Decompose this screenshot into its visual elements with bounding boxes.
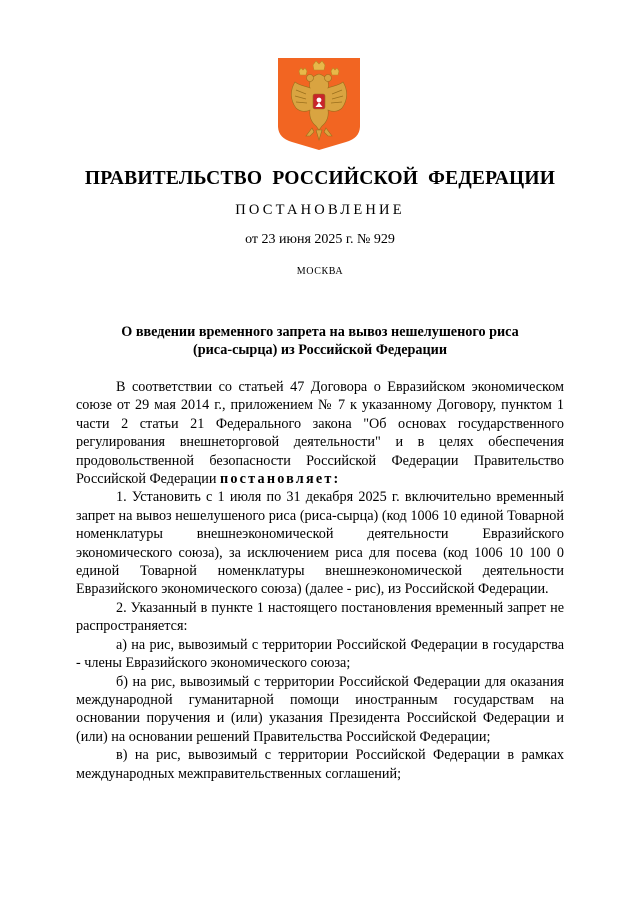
document-heading	[60, 323, 580, 360]
document-body	[76, 378, 564, 783]
preamble-paragraph	[76, 378, 564, 488]
coat-of-arms-emblem-icon	[276, 56, 362, 152]
document-date-number: от 23 июня 2025 г. № 929	[245, 232, 395, 247]
preamble-text: В соответствии со статьей 47 Договора о Евразийском экономическом союзе от 29 мая 2014 г., приложением № 7 к указанному Договору, пунктом 1 части 2 статьи 21 Федерального закона "Об основах государственного регулирования внешнеторговой деятельности" и в целях обеспечения продовольственной безопасности Российской Федерации Правительство Российской Федерации	[76, 379, 564, 488]
item-2b-paragraph: б) на рис, вывозимый с территории Российской Федерации для оказания международной гуманитарной помощи иностранным государствам на основании поручения и (или) указания Президента Российской Федерации и (или) на основании решений Правительства Российской Федерации;	[76, 673, 564, 745]
decree-word: постановляет:	[220, 471, 341, 488]
document-city: МОСКВА	[296, 266, 344, 277]
item-2a-paragraph: а) на рис, вывозимый с территории Российской Федерации в государства - члены Евразийского экономического союза;	[76, 636, 564, 672]
government-title: ПРАВИТЕЛЬСТВО РОССИЙСКОЙ ФЕДЕРАЦИИ	[84, 168, 556, 189]
document-heading-line-1: О введении временного запрета на вывоз нешелушеного риса	[121, 324, 519, 340]
item-2c-paragraph: в) на рис, вывозимый с территории Российской Федерации в рамках международных межправительственных соглашений;	[76, 747, 564, 782]
document-type: ПОСТАНОВЛЕНИЕ	[235, 202, 405, 218]
document-heading-line-2: (риса-сырца) из Российской Федерации	[192, 342, 448, 359]
item-2-paragraph: 2. Указанный в пункте 1 настоящего постановления временный запрет не распространяется:	[76, 599, 564, 635]
item-1-paragraph: 1. Установить с 1 июля по 31 декабря 2025 г. включительно временный запрет на вывоз нешелушеного риса (риса-сырца) (код 1006 10 единой Товарной номенклатуры внешнеэкономической деятельности Евразийского экономического союза), за исключением риса для посева (код 1006 10 100 0 единой Товарной номенклатуры внешнеэкономической деятельности Евразийского экономического союза) (далее - рис), из Российской Федерации.	[76, 489, 564, 598]
